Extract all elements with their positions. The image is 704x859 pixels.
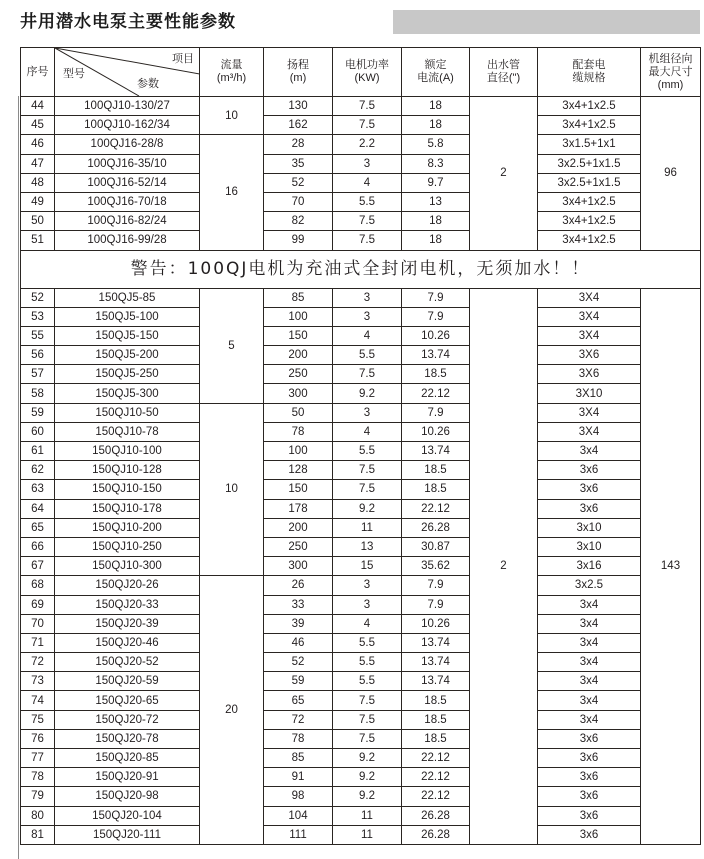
model-cell: 150QJ20-111 xyxy=(55,825,200,844)
cable-spec-cell: 3x4 xyxy=(538,710,641,729)
current-cell: 9.7 xyxy=(402,173,470,192)
power-cell: 3 xyxy=(333,307,402,326)
table-row xyxy=(21,365,701,384)
table-row xyxy=(21,672,701,691)
cable-spec-cell: 3x6 xyxy=(538,499,641,518)
row-number: 62 xyxy=(21,461,55,480)
head-cell: 33 xyxy=(264,595,333,614)
table-row xyxy=(21,499,701,518)
model-cell: 150QJ10-78 xyxy=(55,422,200,441)
warning-text: 警告：100QJ电机为充油式全封闭电机，无须加水！！ xyxy=(21,250,701,288)
current-cell: 5.8 xyxy=(402,135,470,154)
cable-spec-cell: 3x4+1x2.5 xyxy=(538,212,641,231)
current-cell: 26.28 xyxy=(402,825,470,844)
model-cell: 150QJ20-104 xyxy=(55,806,200,825)
model-cell: 150QJ20-52 xyxy=(55,653,200,672)
cable-spec-cell: 3x2.5+1x1.5 xyxy=(538,173,641,192)
row-number: 78 xyxy=(21,768,55,787)
model-cell: 150QJ10-128 xyxy=(55,461,200,480)
current-cell: 18.5 xyxy=(402,710,470,729)
row-number: 50 xyxy=(21,212,55,231)
power-cell: 9.2 xyxy=(333,787,402,806)
flow-cell: 10 xyxy=(200,97,264,135)
row-number: 48 xyxy=(21,173,55,192)
power-cell: 5.5 xyxy=(333,346,402,365)
model-cell: 150QJ5-200 xyxy=(55,346,200,365)
row-number: 49 xyxy=(21,192,55,211)
current-cell: 26.28 xyxy=(402,518,470,537)
power-cell: 4 xyxy=(333,173,402,192)
table-row xyxy=(21,480,701,499)
table-row xyxy=(21,806,701,825)
row-number: 73 xyxy=(21,672,55,691)
current-cell: 7.9 xyxy=(402,403,470,422)
current-cell: 18 xyxy=(402,97,470,116)
power-cell: 11 xyxy=(333,825,402,844)
model-cell: 100QJ10-130/27 xyxy=(55,97,200,116)
head-cell: 300 xyxy=(264,557,333,576)
table-row xyxy=(21,326,701,345)
power-cell: 7.5 xyxy=(333,97,402,116)
power-cell: 5.5 xyxy=(333,633,402,652)
model-cell: 100QJ16-52/14 xyxy=(55,173,200,192)
row-number: 52 xyxy=(21,288,55,307)
head-cell: 150 xyxy=(264,326,333,345)
model-cell: 150QJ20-39 xyxy=(55,614,200,633)
col-header-model-diagonal xyxy=(55,48,200,97)
power-cell: 9.2 xyxy=(333,768,402,787)
power-cell: 4 xyxy=(333,422,402,441)
cable-spec-cell: 3x6 xyxy=(538,749,641,768)
head-cell: 111 xyxy=(264,825,333,844)
table-row xyxy=(21,173,701,192)
power-cell: 7.5 xyxy=(333,710,402,729)
pump-spec-table xyxy=(20,47,701,845)
model-cell: 150QJ20-59 xyxy=(55,672,200,691)
diag-label-param: 参数 xyxy=(137,78,159,90)
pipe-diameter-cell: 2 xyxy=(470,288,538,844)
cable-spec-cell: 3x4+1x2.5 xyxy=(538,116,641,135)
cable-spec-cell: 3x4 xyxy=(538,595,641,614)
power-cell: 9.2 xyxy=(333,499,402,518)
table-header-row xyxy=(21,48,701,97)
head-cell: 35 xyxy=(264,154,333,173)
power-cell: 11 xyxy=(333,518,402,537)
cable-spec-cell: 3x6 xyxy=(538,787,641,806)
model-cell: 100QJ16-28/8 xyxy=(55,135,200,154)
head-cell: 200 xyxy=(264,518,333,537)
model-cell: 150QJ10-150 xyxy=(55,480,200,499)
table-row xyxy=(21,749,701,768)
model-cell: 150QJ20-46 xyxy=(55,633,200,652)
head-cell: 52 xyxy=(264,653,333,672)
power-cell: 7.5 xyxy=(333,231,402,250)
power-cell: 3 xyxy=(333,154,402,173)
cable-spec-cell: 3x4 xyxy=(538,614,641,633)
current-cell: 35.62 xyxy=(402,557,470,576)
power-cell: 4 xyxy=(333,326,402,345)
col-header-seq: 序号 xyxy=(21,48,55,97)
table-row xyxy=(21,135,701,154)
cable-spec-cell: 3x1.5+1x1 xyxy=(538,135,641,154)
cable-spec-cell: 3x6 xyxy=(538,480,641,499)
col-header-current: 额定 电流(A) xyxy=(402,48,470,97)
power-cell: 13 xyxy=(333,537,402,556)
row-number: 45 xyxy=(21,116,55,135)
table-row xyxy=(21,614,701,633)
model-cell: 100QJ16-82/24 xyxy=(55,212,200,231)
row-number: 61 xyxy=(21,442,55,461)
head-cell: 78 xyxy=(264,729,333,748)
model-cell: 150QJ5-150 xyxy=(55,326,200,345)
model-cell: 100QJ16-70/18 xyxy=(55,192,200,211)
head-cell: 98 xyxy=(264,787,333,806)
table-row xyxy=(21,710,701,729)
current-cell: 10.26 xyxy=(402,614,470,633)
head-cell: 59 xyxy=(264,672,333,691)
head-cell: 200 xyxy=(264,346,333,365)
cable-spec-cell: 3x4 xyxy=(538,672,641,691)
power-cell: 15 xyxy=(333,557,402,576)
table-row xyxy=(21,653,701,672)
head-cell: 85 xyxy=(264,749,333,768)
current-cell: 10.26 xyxy=(402,326,470,345)
page-title: 井用潜水电泵主要性能参数 xyxy=(20,12,236,32)
flow-cell: 10 xyxy=(200,403,264,576)
cable-spec-cell: 3x10 xyxy=(538,537,641,556)
model-cell: 150QJ20-85 xyxy=(55,749,200,768)
power-cell: 9.2 xyxy=(333,384,402,403)
head-cell: 52 xyxy=(264,173,333,192)
head-cell: 300 xyxy=(264,384,333,403)
col-header-size: 机组径向 最大尺寸 (mm) xyxy=(641,48,701,97)
row-number: 75 xyxy=(21,710,55,729)
current-cell: 13.74 xyxy=(402,672,470,691)
diag-label-item: 项目 xyxy=(172,53,194,65)
table-row xyxy=(21,537,701,556)
head-cell: 99 xyxy=(264,231,333,250)
current-cell: 30.87 xyxy=(402,537,470,556)
row-number: 80 xyxy=(21,806,55,825)
table-row xyxy=(21,192,701,211)
current-cell: 18.5 xyxy=(402,729,470,748)
current-cell: 13.74 xyxy=(402,442,470,461)
pipe-diameter-cell: 2 xyxy=(470,97,538,251)
page-edge-shadow xyxy=(18,96,19,859)
model-cell: 150QJ20-91 xyxy=(55,768,200,787)
table-row xyxy=(21,768,701,787)
table-row xyxy=(21,97,701,116)
row-number: 66 xyxy=(21,537,55,556)
cable-spec-cell: 3x2.5+1x1.5 xyxy=(538,154,641,173)
cable-spec-cell: 3x6 xyxy=(538,825,641,844)
power-cell: 5.5 xyxy=(333,192,402,211)
power-cell: 9.2 xyxy=(333,749,402,768)
row-number: 69 xyxy=(21,595,55,614)
current-cell: 18.5 xyxy=(402,691,470,710)
current-cell: 18.5 xyxy=(402,461,470,480)
row-number: 56 xyxy=(21,346,55,365)
cable-spec-cell: 3x4 xyxy=(538,442,641,461)
current-cell: 18.5 xyxy=(402,365,470,384)
head-cell: 26 xyxy=(264,576,333,595)
table-row xyxy=(21,633,701,652)
model-cell: 150QJ20-26 xyxy=(55,576,200,595)
table-row xyxy=(21,787,701,806)
row-number: 47 xyxy=(21,154,55,173)
power-cell: 4 xyxy=(333,614,402,633)
row-number: 81 xyxy=(21,825,55,844)
power-cell: 5.5 xyxy=(333,672,402,691)
current-cell: 22.12 xyxy=(402,749,470,768)
table-row xyxy=(21,576,701,595)
row-number: 65 xyxy=(21,518,55,537)
header-decoration-bar xyxy=(393,10,700,34)
table-row xyxy=(21,442,701,461)
model-cell: 150QJ20-78 xyxy=(55,729,200,748)
power-cell: 7.5 xyxy=(333,116,402,135)
table-row xyxy=(21,403,701,422)
row-number: 60 xyxy=(21,422,55,441)
cable-spec-cell: 3X6 xyxy=(538,346,641,365)
current-cell: 13.74 xyxy=(402,346,470,365)
head-cell: 250 xyxy=(264,365,333,384)
model-cell: 150QJ20-65 xyxy=(55,691,200,710)
cable-spec-cell: 3x16 xyxy=(538,557,641,576)
max-size-cell: 96 xyxy=(641,97,701,251)
current-cell: 18 xyxy=(402,231,470,250)
head-cell: 128 xyxy=(264,461,333,480)
head-cell: 65 xyxy=(264,691,333,710)
model-cell: 150QJ5-250 xyxy=(55,365,200,384)
table-row xyxy=(21,595,701,614)
cable-spec-cell: 3X4 xyxy=(538,422,641,441)
cable-spec-cell: 3x10 xyxy=(538,518,641,537)
flow-cell: 5 xyxy=(200,288,264,403)
model-cell: 150QJ20-72 xyxy=(55,710,200,729)
cable-spec-cell: 3x6 xyxy=(538,806,641,825)
cable-spec-cell: 3x2.5 xyxy=(538,576,641,595)
head-cell: 82 xyxy=(264,212,333,231)
power-cell: 7.5 xyxy=(333,729,402,748)
current-cell: 7.9 xyxy=(402,595,470,614)
row-number: 53 xyxy=(21,307,55,326)
current-cell: 13 xyxy=(402,192,470,211)
table-row xyxy=(21,729,701,748)
current-cell: 7.9 xyxy=(402,288,470,307)
table-row xyxy=(21,154,701,173)
table-row xyxy=(21,231,701,250)
table-row xyxy=(21,461,701,480)
row-number: 79 xyxy=(21,787,55,806)
current-cell: 10.26 xyxy=(402,422,470,441)
current-cell: 22.12 xyxy=(402,499,470,518)
current-cell: 18.5 xyxy=(402,480,470,499)
cable-spec-cell: 3X10 xyxy=(538,384,641,403)
head-cell: 104 xyxy=(264,806,333,825)
row-number: 59 xyxy=(21,403,55,422)
cable-spec-cell: 3x4 xyxy=(538,633,641,652)
current-cell: 22.12 xyxy=(402,787,470,806)
row-number: 46 xyxy=(21,135,55,154)
model-cell: 100QJ16-99/28 xyxy=(55,231,200,250)
current-cell: 13.74 xyxy=(402,633,470,652)
head-cell: 28 xyxy=(264,135,333,154)
head-cell: 78 xyxy=(264,422,333,441)
table-row xyxy=(21,307,701,326)
current-cell: 22.12 xyxy=(402,384,470,403)
row-number: 55 xyxy=(21,326,55,345)
model-cell: 150QJ5-300 xyxy=(55,384,200,403)
row-number: 68 xyxy=(21,576,55,595)
model-cell: 150QJ10-300 xyxy=(55,557,200,576)
current-cell: 7.9 xyxy=(402,307,470,326)
head-cell: 72 xyxy=(264,710,333,729)
head-cell: 150 xyxy=(264,480,333,499)
current-cell: 18 xyxy=(402,212,470,231)
cable-spec-cell: 3x4+1x2.5 xyxy=(538,97,641,116)
power-cell: 3 xyxy=(333,576,402,595)
flow-cell: 20 xyxy=(200,576,264,845)
table-row xyxy=(21,288,701,307)
col-header-flow: 流量 (m³/h) xyxy=(200,48,264,97)
flow-cell: 16 xyxy=(200,135,264,250)
row-number: 58 xyxy=(21,384,55,403)
table-row xyxy=(21,212,701,231)
power-cell: 7.5 xyxy=(333,480,402,499)
head-cell: 50 xyxy=(264,403,333,422)
row-number: 63 xyxy=(21,480,55,499)
model-cell: 150QJ10-100 xyxy=(55,442,200,461)
row-number: 76 xyxy=(21,729,55,748)
head-cell: 130 xyxy=(264,97,333,116)
model-cell: 150QJ10-200 xyxy=(55,518,200,537)
row-number: 72 xyxy=(21,653,55,672)
row-number: 44 xyxy=(21,97,55,116)
model-cell: 150QJ20-33 xyxy=(55,595,200,614)
row-number: 70 xyxy=(21,614,55,633)
current-cell: 13.74 xyxy=(402,653,470,672)
table-row xyxy=(21,384,701,403)
head-cell: 91 xyxy=(264,768,333,787)
table-row xyxy=(21,825,701,844)
warning-row xyxy=(21,250,701,288)
power-cell: 2.2 xyxy=(333,135,402,154)
cable-spec-cell: 3x4+1x2.5 xyxy=(538,192,641,211)
row-number: 51 xyxy=(21,231,55,250)
table-row xyxy=(21,116,701,135)
cable-spec-cell: 3x4 xyxy=(538,653,641,672)
cable-spec-cell: 3X4 xyxy=(538,307,641,326)
head-cell: 100 xyxy=(264,442,333,461)
power-cell: 3 xyxy=(333,288,402,307)
current-cell: 26.28 xyxy=(402,806,470,825)
model-cell: 150QJ10-50 xyxy=(55,403,200,422)
head-cell: 250 xyxy=(264,537,333,556)
table-row xyxy=(21,518,701,537)
head-cell: 70 xyxy=(264,192,333,211)
cable-spec-cell: 3X4 xyxy=(538,326,641,345)
head-cell: 39 xyxy=(264,614,333,633)
model-cell: 150QJ10-250 xyxy=(55,537,200,556)
table-row xyxy=(21,691,701,710)
max-size-cell: 143 xyxy=(641,288,701,844)
model-cell: 100QJ10-162/34 xyxy=(55,116,200,135)
cable-spec-cell: 3X4 xyxy=(538,288,641,307)
row-number: 71 xyxy=(21,633,55,652)
model-cell: 150QJ10-178 xyxy=(55,499,200,518)
head-cell: 85 xyxy=(264,288,333,307)
head-cell: 46 xyxy=(264,633,333,652)
diag-label-model: 型号 xyxy=(63,68,85,80)
col-header-pipe: 出水管 直径(") xyxy=(470,48,538,97)
cable-spec-cell: 3x6 xyxy=(538,461,641,480)
power-cell: 7.5 xyxy=(333,212,402,231)
current-cell: 18 xyxy=(402,116,470,135)
cable-spec-cell: 3X6 xyxy=(538,365,641,384)
table-row xyxy=(21,557,701,576)
power-cell: 7.5 xyxy=(333,461,402,480)
current-cell: 7.9 xyxy=(402,576,470,595)
cable-spec-cell: 3X4 xyxy=(538,403,641,422)
table-row xyxy=(21,422,701,441)
head-cell: 100 xyxy=(264,307,333,326)
head-cell: 178 xyxy=(264,499,333,518)
col-header-cable: 配套电 缆规格 xyxy=(538,48,641,97)
row-number: 57 xyxy=(21,365,55,384)
model-cell: 150QJ5-85 xyxy=(55,288,200,307)
current-cell: 8.3 xyxy=(402,154,470,173)
cable-spec-cell: 3x4 xyxy=(538,691,641,710)
cable-spec-cell: 3x6 xyxy=(538,729,641,748)
power-cell: 11 xyxy=(333,806,402,825)
model-cell: 150QJ20-98 xyxy=(55,787,200,806)
col-header-head: 扬程 (m) xyxy=(264,48,333,97)
current-cell: 22.12 xyxy=(402,768,470,787)
power-cell: 5.5 xyxy=(333,653,402,672)
power-cell: 7.5 xyxy=(333,365,402,384)
row-number: 64 xyxy=(21,499,55,518)
model-cell: 150QJ5-100 xyxy=(55,307,200,326)
cable-spec-cell: 3x6 xyxy=(538,768,641,787)
power-cell: 7.5 xyxy=(333,691,402,710)
row-number: 67 xyxy=(21,557,55,576)
power-cell: 3 xyxy=(333,595,402,614)
power-cell: 3 xyxy=(333,403,402,422)
row-number: 77 xyxy=(21,749,55,768)
cable-spec-cell: 3x4+1x2.5 xyxy=(538,231,641,250)
head-cell: 162 xyxy=(264,116,333,135)
row-number: 74 xyxy=(21,691,55,710)
col-header-power: 电机功率 (KW) xyxy=(333,48,402,97)
model-cell: 100QJ16-35/10 xyxy=(55,154,200,173)
table-row xyxy=(21,346,701,365)
power-cell: 5.5 xyxy=(333,442,402,461)
